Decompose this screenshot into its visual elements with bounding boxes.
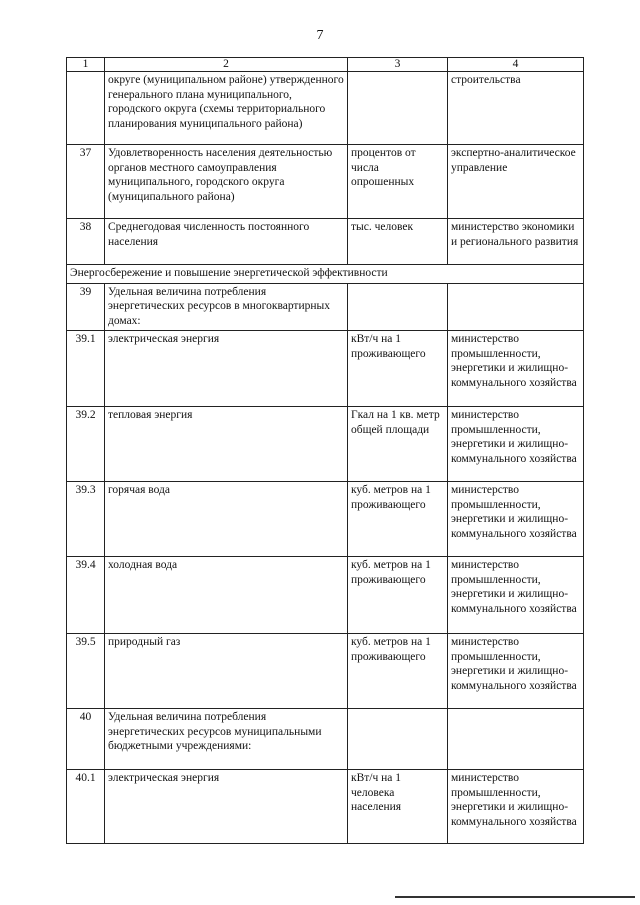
table-row [67,482,584,557]
row-number: 39.2 [67,407,105,482]
row-number: 39.1 [67,331,105,407]
row-number: 40.1 [67,770,105,844]
row-number: 39 [67,283,105,331]
row-number: 39.5 [67,634,105,709]
table-row [67,407,584,482]
table-row [67,770,584,844]
unit-of-measure: куб. метров на 1 проживающего [348,482,448,557]
section-row [67,265,584,284]
column-header: 3 [348,58,448,72]
table-header-row [67,58,584,72]
indicator-name: горячая вода [105,482,348,557]
unit-of-measure [348,283,448,331]
unit-of-measure: процентов от числа опрошенных [348,145,448,219]
row-number: 40 [67,709,105,770]
table-row [67,283,584,331]
indicator-name: тепловая энергия [105,407,348,482]
indicator-name: природный газ [105,634,348,709]
responsible-body: министерство промышленности, энергетики и жилищно-коммунального хозяйства [448,557,584,634]
page-number: 7 [316,28,324,43]
responsible-body: строительства [448,72,584,145]
table-row [67,145,584,219]
responsible-body: министерство промышленности, энергетики и жилищно-коммунального хозяйства [448,407,584,482]
column-header: 2 [105,58,348,72]
indicator-name: Среднегодовая численность постоянного населения [105,219,348,265]
table-row [67,72,584,145]
unit-of-measure: тыс. человек [348,219,448,265]
responsible-body: министерство промышленности, энергетики и жилищно-коммунального хозяйства [448,634,584,709]
responsible-body: министерство экономики и регионального развития [448,219,584,265]
unit-of-measure: куб. метров на 1 проживающего [348,557,448,634]
row-number: 37 [67,145,105,219]
responsible-body: министерство промышленности, энергетики и жилищно-коммунального хозяйства [448,482,584,557]
table-row [67,634,584,709]
unit-of-measure: кВт/ч на 1 проживающего [348,331,448,407]
responsible-body [448,283,584,331]
unit-of-measure [348,709,448,770]
row-number: 38 [67,219,105,265]
responsible-body: министерство промышленности, энергетики и жилищно-коммунального хозяйства [448,770,584,844]
indicator-name: Удельная величина потребления энергетических ресурсов муниципальными бюджетными учреждениями: [105,709,348,770]
table-row [67,219,584,265]
unit-of-measure [348,72,448,145]
row-number: 39.4 [67,557,105,634]
unit-of-measure: кВт/ч на 1 человека населения [348,770,448,844]
indicator-name: округе (муниципальном районе) утвержденного генерального плана муниципального, городского округа (схемы территориального планирования муниципального района) [105,72,348,145]
responsible-body [448,709,584,770]
row-number [67,72,105,145]
column-header: 1 [67,58,105,72]
indicator-name: Удовлетворенность населения деятельностью органов местного самоуправления муниципального, городского округа (муниципального района) [105,145,348,219]
unit-of-measure: куб. метров на 1 проживающего [348,634,448,709]
indicators-table [66,57,584,844]
scan-edge-line [395,896,635,898]
unit-of-measure: Гкал на 1 кв. метр общей площади [348,407,448,482]
indicator-name: электрическая энергия [105,331,348,407]
section-title: Энергосбережение и повышение энергетической эффективности [67,265,584,284]
responsible-body: министерство промышленности, энергетики и жилищно-коммунального хозяйства [448,331,584,407]
table-row [67,331,584,407]
column-header: 4 [448,58,584,72]
table-row [67,709,584,770]
table-row [67,557,584,634]
row-number: 39.3 [67,482,105,557]
indicator-name: холодная вода [105,557,348,634]
responsible-body: экспертно-аналитическое управление [448,145,584,219]
indicator-name: Удельная величина потребления энергетических ресурсов в многоквартирных домах: [105,283,348,331]
indicator-name: электрическая энергия [105,770,348,844]
